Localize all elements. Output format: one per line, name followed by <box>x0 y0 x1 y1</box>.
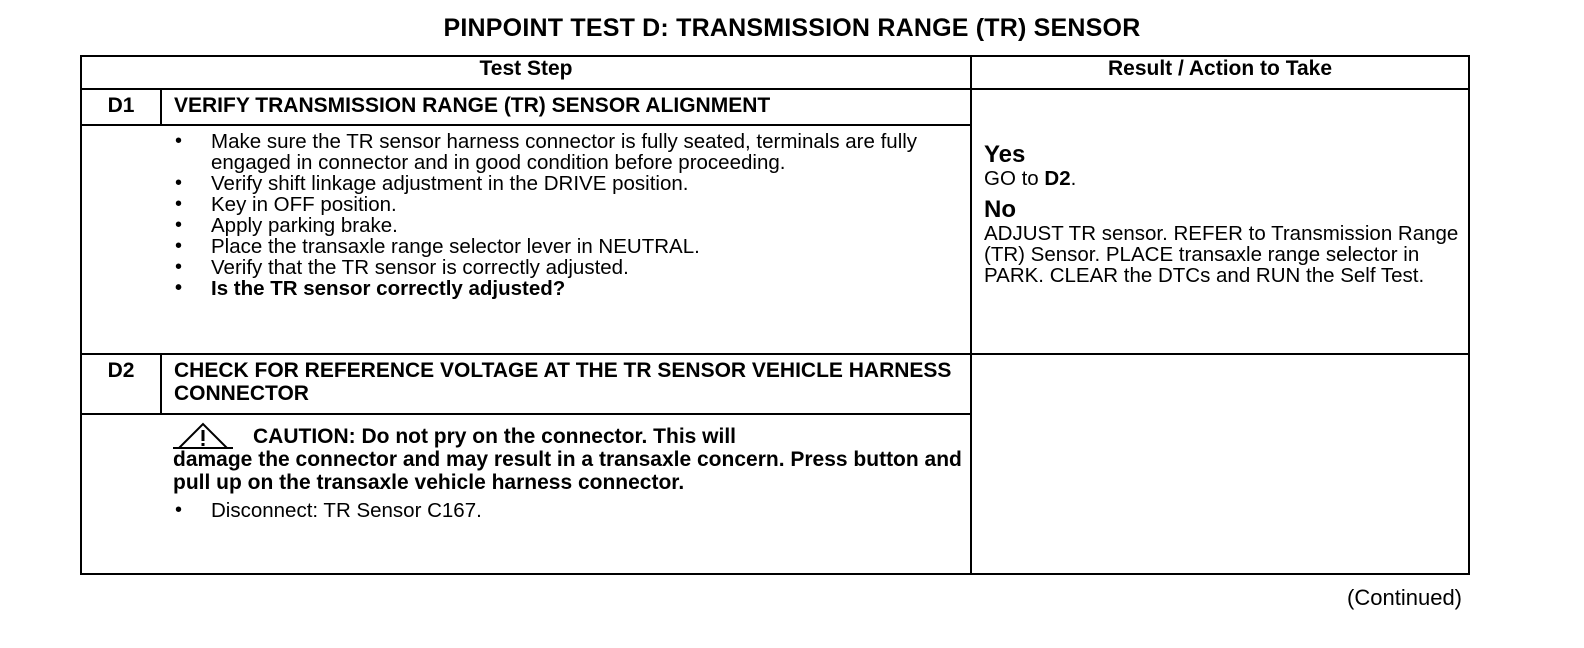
header-result-action: Result / Action to Take <box>971 56 1469 89</box>
bullet-text: Apply parking brake. <box>211 214 398 237</box>
bullet-icon: • <box>175 214 183 236</box>
yes-action <box>984 167 1076 190</box>
step-d2-bullets <box>161 498 970 527</box>
list-item <box>173 131 962 173</box>
step-d1-body <box>161 125 971 354</box>
bullet-text: Is the TR sensor correctly adjusted? <box>211 277 566 300</box>
yes-action-target: D2 <box>1044 167 1071 190</box>
bullet-text: Verify shift linkage adjustment in the DRIVE position. <box>211 172 689 195</box>
header-test-step: Test Step <box>81 56 971 89</box>
caution-first-line <box>253 425 962 448</box>
step-id: D2 <box>81 354 161 414</box>
pinpoint-test-table <box>80 55 1470 575</box>
step-title: VERIFY TRANSMISSION RANGE (TR) SENSOR ALIGNMENT <box>161 89 971 125</box>
list-item <box>173 194 962 215</box>
no-label: No <box>984 196 1016 223</box>
step-title: CHECK FOR REFERENCE VOLTAGE AT THE TR SENSOR VEHICLE HARNESS CONNECTOR <box>161 354 971 414</box>
step-d2-result-cell <box>971 354 1469 574</box>
yes-action-suffix: . <box>1070 167 1077 190</box>
list-item <box>173 500 962 521</box>
bullet-text: Key in OFF position. <box>211 193 397 216</box>
caution-note <box>161 415 970 498</box>
step-id: D1 <box>81 89 161 125</box>
yes-action-prefix: GO to <box>984 167 1045 190</box>
step-d2-id-spacer <box>81 414 161 574</box>
step-d1-title-row <box>81 89 1469 125</box>
warning-triangle-icon <box>173 421 233 451</box>
step-d2-body <box>161 414 971 574</box>
bullet-text: Disconnect: TR Sensor C167. <box>211 499 482 522</box>
no-action: ADJUST TR sensor. REFER to Transmission Range (TR) Sensor. PLACE transaxle range selector in PARK. CLEAR the DTCs and RUN the Self Test. <box>984 222 1459 287</box>
bullet-text: Verify that the TR sensor is correctly adjusted. <box>211 256 629 279</box>
caution-text-rest: damage the connector and may result in a transaxle concern. Press button and pull up on the transaxle vehicle harness connector. <box>173 448 962 494</box>
step-d1-id-spacer <box>81 125 161 354</box>
caution-text-first: CAUTION: Do not pry on the connector. This will <box>253 425 736 448</box>
list-item <box>173 215 962 236</box>
page-title: PINPOINT TEST D: TRANSMISSION RANGE (TR) SENSOR <box>443 14 1141 42</box>
step-d1-result-cell <box>971 89 1469 354</box>
yes-label: Yes <box>984 141 1026 168</box>
step-d1-bullets <box>161 126 970 305</box>
bullet-icon: • <box>175 235 183 257</box>
step-d2-title-row <box>81 354 1469 414</box>
table-header-row <box>81 56 1469 89</box>
bullet-icon: • <box>175 172 183 194</box>
bullet-text: Place the transaxle range selector lever in NEUTRAL. <box>211 235 700 258</box>
bullet-icon: • <box>175 499 183 521</box>
bullet-text: Make sure the TR sensor harness connector is fully seated, terminals are fully engaged in connector and in good condition before proceeding. <box>211 130 918 174</box>
list-item <box>173 257 962 278</box>
list-item-question <box>173 278 962 299</box>
bullet-icon: • <box>175 193 183 215</box>
list-item <box>173 236 962 257</box>
list-item <box>173 173 962 194</box>
continued-note: (Continued) <box>1347 585 1462 610</box>
bullet-icon: • <box>175 277 183 299</box>
bullet-icon: • <box>175 256 183 278</box>
bullet-icon: • <box>175 130 183 152</box>
